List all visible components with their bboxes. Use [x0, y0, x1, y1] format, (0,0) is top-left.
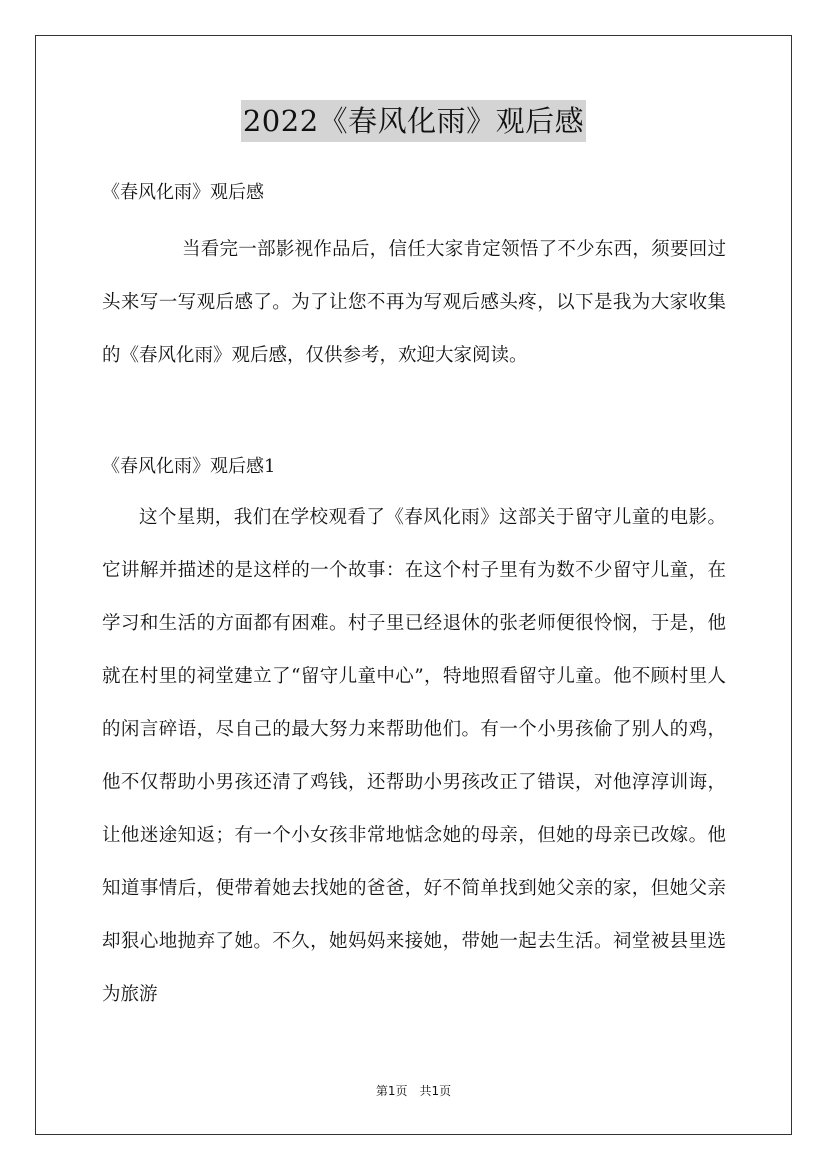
page-number-footer: 第1页 共1页	[375, 1084, 452, 1098]
document-subtitle: 《春风化雨》观后感	[102, 182, 264, 203]
body-paragraph: 这个星期，我们在学校观看了《春风化雨》这部关于留守儿童的电影。它讲解并描述的是这样的一个故事：在这个村子里有为数不少留守儿童，在学习和生活的方面都有困难。村子里已经退休的张老师便很怜悯，于是，他就在村里的祠堂建立了“留守儿童中心”，特地照看留守儿童。他不顾村里人的闲言碎语，尽自己的最大努力来帮助他们。有一个小男孩偷了别人的鸡，他不仅帮助小男孩还清了鸡钱，还帮助小男孩改正了错误，对他淳淳训诲，让他迷途知返；有一个小女孩非常地惦念她的母亲，但她的母亲已改嫁。他知道事情后，便带着她去找她的爸爸，好不简单找到她父亲的家，但她父亲却狠心地抛弃了她。不久，她妈妈来接她，带她一起去生活。祠堂被县里选为旅游	[102, 507, 726, 1005]
document-title-wrap	[0, 100, 827, 142]
document-title: 2022《春风化雨》观后感	[241, 100, 586, 142]
section-heading: 《春风化雨》观后感1	[102, 456, 276, 477]
intro-paragraph: 当看完一部影视作品后，信任大家肯定领悟了不少东西，须要回过头来写一写观后感了。为了让您不再为写观后感头疼，以下是我为大家收集的《春风化雨》观后感，仅供参考，欢迎大家阅读。	[102, 239, 726, 366]
